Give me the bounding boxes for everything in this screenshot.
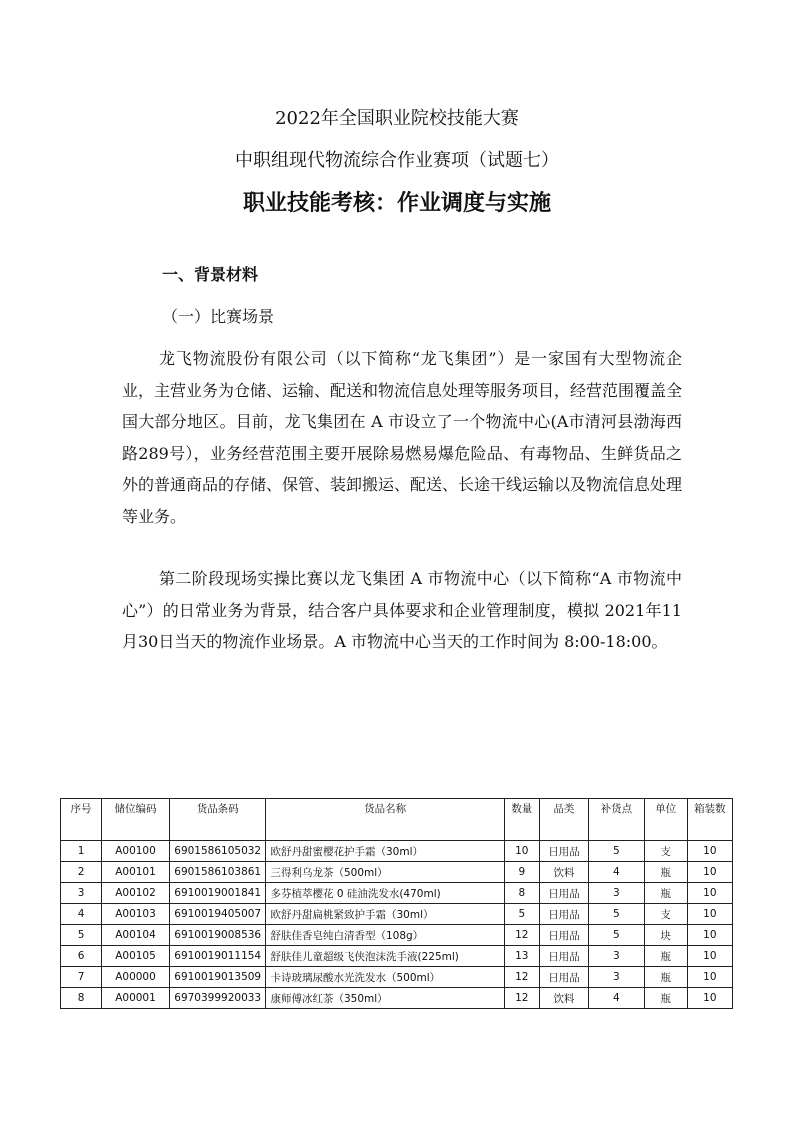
header-barcode: 货品条码 (169, 799, 266, 841)
cell-index: 1 (61, 841, 102, 862)
cell-unit: 瓶 (644, 988, 687, 1009)
cell-barcode: 6901586103861 (169, 862, 266, 883)
cell-category: 饮料 (539, 988, 588, 1009)
cell-reorder-point: 4 (589, 988, 644, 1009)
cell-index: 7 (61, 967, 102, 988)
cell-barcode: 6910019013509 (169, 967, 266, 988)
cell-quantity: 13 (504, 946, 539, 967)
cell-location-code: A00100 (102, 841, 170, 862)
cell-case-qty: 10 (687, 946, 732, 967)
cell-category: 日用品 (539, 967, 588, 988)
cell-product-name: 欧舒丹甜扁桃紧致护手霜（30ml） (266, 904, 504, 925)
scenario-paragraph-2: 第二阶段现场实操比赛以龙飞集团 A 市物流中心（以下简称“A 市物流中心”）的日常业务为背景，结合客户具体要求和企业管理制度，模拟 2021年11月30日当天的物流作业场景。A 市物流中心当天的工作时间为 8:00-18:00。 (122, 569, 682, 651)
cell-quantity: 12 (504, 925, 539, 946)
cell-case-qty: 10 (687, 883, 732, 904)
cell-unit: 瓶 (644, 862, 687, 883)
cell-barcode: 6910019405007 (169, 904, 266, 925)
cell-reorder-point: 3 (589, 946, 644, 967)
cell-case-qty: 10 (687, 904, 732, 925)
table-header-row (61, 799, 733, 841)
cell-barcode: 6901586105032 (169, 841, 266, 862)
cell-reorder-point: 4 (589, 862, 644, 883)
cell-product-name: 舒肤佳香皂纯白清香型（108g） (266, 925, 504, 946)
cell-quantity: 9 (504, 862, 539, 883)
cell-quantity: 12 (504, 967, 539, 988)
cell-reorder-point: 3 (589, 883, 644, 904)
cell-barcode: 6910019008536 (169, 925, 266, 946)
header-index: 序号 (61, 799, 102, 841)
competition-title: 2022年全国职业院校技能大赛 (275, 108, 519, 129)
cell-product-name: 三得利乌龙茶（500ml） (266, 862, 504, 883)
cell-product-name: 舒肤佳儿童超级飞侠泡沫洗手液(225ml) (266, 946, 504, 967)
cell-unit: 块 (644, 925, 687, 946)
cell-case-qty: 10 (687, 925, 732, 946)
cell-product-name: 康师傅冰红茶（350ml） (266, 988, 504, 1009)
table-row (61, 904, 733, 925)
cell-location-code: A00102 (102, 883, 170, 904)
cell-quantity: 5 (504, 904, 539, 925)
cell-category: 日用品 (539, 925, 588, 946)
section-heading: 一、背景材料 (162, 265, 259, 284)
header-reorder-point: 补货点 (589, 799, 644, 841)
cell-index: 4 (61, 904, 102, 925)
cell-index: 5 (61, 925, 102, 946)
goods-table-body (61, 841, 733, 1009)
table-row (61, 946, 733, 967)
cell-location-code: A00001 (102, 988, 170, 1009)
cell-unit: 瓶 (644, 883, 687, 904)
header-location-code: 储位编码 (102, 799, 170, 841)
scenario-paragraph-1: 龙飞物流股份有限公司（以下简称“龙飞集团”）是一家国有大型物流企业，主营业务为仓储、运输、配送和物流信息处理等服务项目，经营范围覆盖全国大部分地区。目前，龙飞集团在 A 市设立了一个物流中心(A市清河县渤海西路289号），业务经营范围主要开展除易燃易爆危险品、有毒物品、生鲜货品之外的普通商品的存储、保管、装卸搬运、配送、长途干线运输以及物流信息处理等业务。 (122, 349, 683, 526)
cell-product-name: 欧舒丹甜蜜樱花护手霜（30ml） (266, 841, 504, 862)
cell-case-qty: 10 (687, 841, 732, 862)
cell-quantity: 10 (504, 841, 539, 862)
cell-reorder-point: 5 (589, 925, 644, 946)
cell-category: 日用品 (539, 841, 588, 862)
exam-title: 职业技能考核：作业调度与实施 (242, 191, 551, 216)
cell-category: 日用品 (539, 883, 588, 904)
cell-unit: 瓶 (644, 946, 687, 967)
cell-quantity: 8 (504, 883, 539, 904)
cell-unit: 支 (644, 904, 687, 925)
cell-barcode: 6970399920033 (169, 988, 266, 1009)
section-subheading: （一）比赛场景 (162, 307, 275, 326)
header-category: 品类 (539, 799, 588, 841)
cell-reorder-point: 5 (589, 904, 644, 925)
cell-unit: 瓶 (644, 967, 687, 988)
table-row (61, 988, 733, 1009)
cell-case-qty: 10 (687, 862, 732, 883)
cell-location-code: A00104 (102, 925, 170, 946)
cell-location-code: A00101 (102, 862, 170, 883)
cell-index: 2 (61, 862, 102, 883)
cell-category: 日用品 (539, 904, 588, 925)
cell-index: 6 (61, 946, 102, 967)
cell-barcode: 6910019001841 (169, 883, 266, 904)
cell-product-name: 卡诗玻璃尿酸水光洗发水（500ml） (266, 967, 504, 988)
header-product-name: 货品名称 (266, 799, 504, 841)
cell-category: 日用品 (539, 946, 588, 967)
header-case-qty: 箱装数 (687, 799, 732, 841)
goods-table (60, 798, 733, 1009)
cell-product-name: 多芬植萃樱花 0 硅油洗发水(470ml) (266, 883, 504, 904)
cell-case-qty: 10 (687, 988, 732, 1009)
cell-category: 饮料 (539, 862, 588, 883)
cell-location-code: A00105 (102, 946, 170, 967)
table-row (61, 883, 733, 904)
table-row (61, 967, 733, 988)
table-row (61, 862, 733, 883)
cell-index: 3 (61, 883, 102, 904)
cell-location-code: A00000 (102, 967, 170, 988)
cell-location-code: A00103 (102, 904, 170, 925)
cell-case-qty: 10 (687, 967, 732, 988)
cell-reorder-point: 3 (589, 967, 644, 988)
cell-unit: 支 (644, 841, 687, 862)
table-row (61, 841, 733, 862)
cell-reorder-point: 5 (589, 841, 644, 862)
header-quantity: 数量 (504, 799, 539, 841)
cell-index: 8 (61, 988, 102, 1009)
header-unit: 单位 (644, 799, 687, 841)
cell-barcode: 6910019011154 (169, 946, 266, 967)
event-subtitle: 中职组现代物流综合作业赛项（试题七） (235, 150, 559, 171)
table-row (61, 925, 733, 946)
cell-quantity: 12 (504, 988, 539, 1009)
